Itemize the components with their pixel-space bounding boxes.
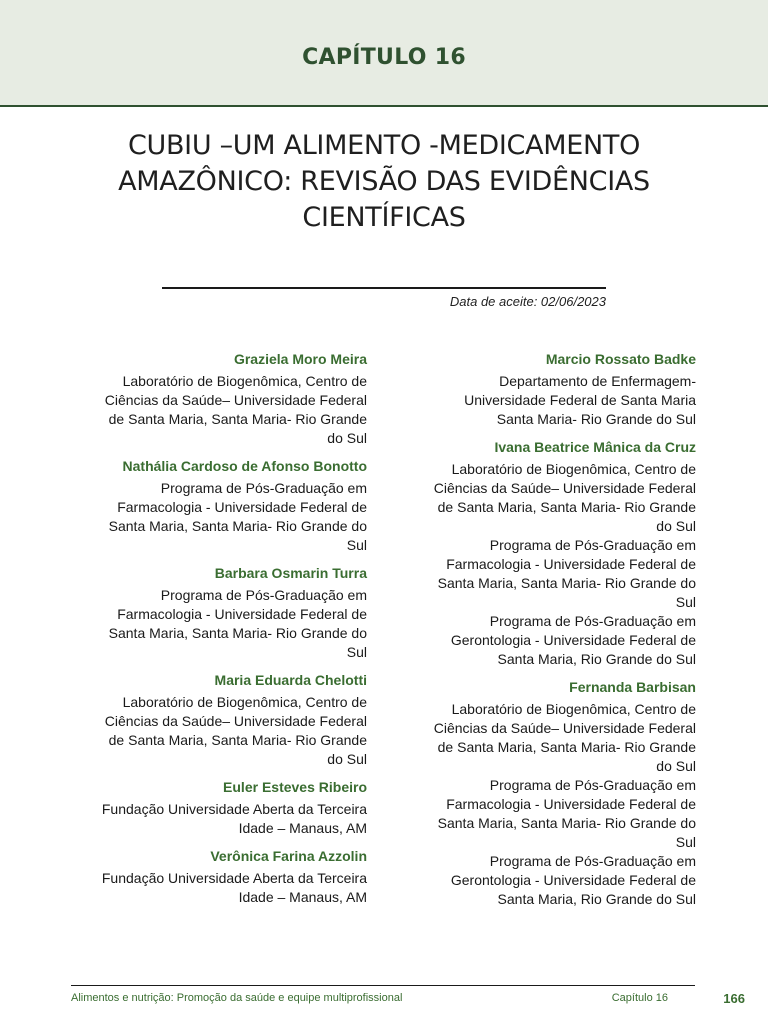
affiliation-line: Laboratório de Biogenômica, Centro de [122,373,367,389]
affiliation-line: Gerontologia - Universidade Federal de [450,632,696,648]
author-affiliation [71,869,367,907]
affiliation-line: Programa de Pós-Graduação em [160,587,367,603]
affiliation-line: Santa Maria, Rio Grande do Sul [497,891,696,907]
affiliation-line: Programa de Pós-Graduação em [160,480,367,496]
author-affiliation [400,612,696,669]
affiliation-line: Departamento de Enfermagem- [499,373,696,389]
author-name: Marcio Rossato Badke [545,351,696,367]
author-block [400,438,696,669]
author-name: Barbara Osmarin Turra [214,565,367,581]
affiliation-line: Idade – Manaus, AM [238,820,367,836]
author-block [71,778,367,838]
affiliation-line: do Sul [327,751,367,767]
affiliation-line: do Sul [327,430,367,446]
affiliation-line: Idade – Manaus, AM [238,889,367,905]
author-affiliation [71,372,367,448]
author-affiliation [71,586,367,662]
affiliation-line: Ciências da Saúde– Universidade Federal [433,720,696,736]
affiliation-line: de Santa Maria, Santa Maria- Rio Grande [437,739,696,755]
affiliation-line: de Santa Maria, Santa Maria- Rio Grande [437,499,696,515]
affiliation-line: Farmacologia - Universidade Federal de [117,606,367,622]
author-affiliation [400,776,696,852]
author-name: Verônica Farina Azzolin [210,848,367,864]
affiliation-line: Ciências da Saúde– Universidade Federal [104,392,367,408]
affiliation-line: de Santa Maria, Santa Maria- Rio Grande [108,732,367,748]
author-block [71,457,367,555]
author-affiliation [71,800,367,838]
author-name: Euler Esteves Ribeiro [223,779,367,795]
affiliation-line: Fundação Universidade Aberta da Terceira [101,801,367,817]
acceptance-date: Data de aceite: 02/06/2023 [449,294,606,309]
affiliation-line: Farmacologia - Universidade Federal de [117,499,367,515]
article-title-line: AMAZÔNICO: REVISÃO DAS EVIDÊNCIAS [118,166,650,197]
affiliation-line: Universidade Federal de Santa Maria [464,392,696,408]
affiliation-line: Laboratório de Biogenômica, Centro de [451,461,696,477]
affiliation-line: Farmacologia - Universidade Federal de [446,556,696,572]
author-affiliation [71,693,367,769]
affiliation-line: Santa Maria, Santa Maria- Rio Grande do [108,518,367,534]
author-affiliation [400,700,696,776]
affiliation-line: Programa de Pós-Graduação em [489,777,696,793]
footer-divider [71,985,695,986]
footer-book-title: Alimentos e nutrição: Promoção da saúde e equipe multiprofissional [71,992,403,1004]
affiliation-line: Santa Maria- Rio Grande do Sul [496,411,696,427]
affiliation-line: do Sul [656,518,696,534]
affiliation-line: Sul [675,594,696,610]
author-name: Graziela Moro Meira [233,351,367,367]
affiliation-line: Gerontologia - Universidade Federal de [450,872,696,888]
authors-left-column [71,350,367,916]
footer-chapter: Capítulo 16 [611,992,668,1004]
title-divider [162,287,606,289]
author-affiliation [400,852,696,909]
affiliation-line: Programa de Pós-Graduação em [489,537,696,553]
affiliation-line: Sul [675,834,696,850]
author-affiliation [400,460,696,536]
author-block [71,671,367,769]
author-affiliation [400,536,696,612]
author-block [71,350,367,448]
affiliation-line: Santa Maria, Santa Maria- Rio Grande do [437,575,696,591]
affiliation-line: Ciências da Saúde– Universidade Federal [104,713,367,729]
author-affiliation [71,479,367,555]
affiliation-line: do Sul [656,758,696,774]
author-affiliation [400,372,696,429]
author-name: Fernanda Barbisan [569,679,696,695]
article-title-line: CUBIU –UM ALIMENTO -MEDICAMENTO [127,130,641,161]
affiliation-line: Ciências da Saúde– Universidade Federal [433,480,696,496]
affiliation-line: Farmacologia - Universidade Federal de [446,796,696,812]
author-name: Nathália Cardoso de Afonso Bonotto [122,458,367,474]
authors-right-column [400,350,696,918]
chapter-label: CAPÍTULO 16 [302,45,466,70]
affiliation-line: de Santa Maria, Santa Maria- Rio Grande [108,411,367,427]
affiliation-line: Laboratório de Biogenômica, Centro de [451,701,696,717]
author-block [71,847,367,907]
affiliation-line: Sul [346,537,367,553]
affiliation-line: Santa Maria, Santa Maria- Rio Grande do [108,625,367,641]
author-name: Maria Eduarda Chelotti [214,672,367,688]
article-title-line: CIENTÍFICAS [302,202,466,233]
article-title [80,128,688,236]
author-block [400,678,696,909]
affiliation-line: Santa Maria, Santa Maria- Rio Grande do [437,815,696,831]
affiliation-line: Santa Maria, Rio Grande do Sul [497,651,696,667]
page-number: 166 [723,991,745,1006]
author-block [71,564,367,662]
affiliation-line: Programa de Pós-Graduação em [489,853,696,869]
author-name: Ivana Beatrice Mânica da Cruz [494,439,696,455]
author-block [400,350,696,429]
affiliation-line: Programa de Pós-Graduação em [489,613,696,629]
affiliation-line: Sul [346,644,367,660]
affiliation-line: Laboratório de Biogenômica, Centro de [122,694,367,710]
affiliation-line: Fundação Universidade Aberta da Terceira [101,870,367,886]
